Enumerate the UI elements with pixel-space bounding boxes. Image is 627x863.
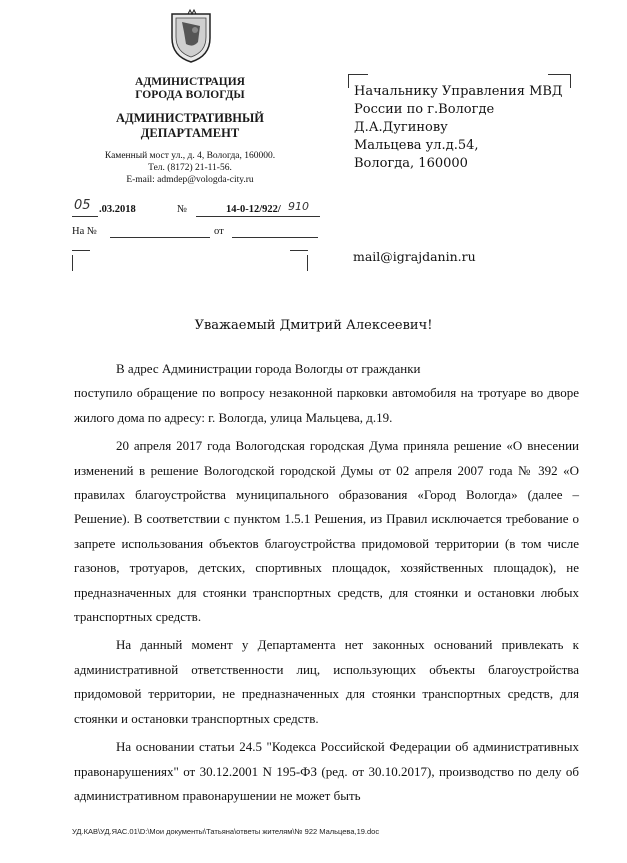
- from-label: от: [214, 226, 224, 237]
- sender-contacts: [60, 150, 320, 186]
- registration-line: [72, 198, 322, 218]
- date-day-handwritten: 05: [74, 198, 91, 213]
- dept-line-1: АДМИНИСТРАТИВНЫЙ: [115, 111, 265, 125]
- ref-label: На №: [72, 226, 97, 237]
- reference-line: [72, 226, 322, 240]
- org-line-1: АДМИНИСТРАЦИЯ: [135, 76, 245, 88]
- recipient-line: Вологда, 160000: [354, 156, 468, 171]
- recipient-line: Д.А.Дугинову: [354, 120, 448, 135]
- corner-mark: [72, 255, 73, 271]
- org-line-2: ГОРОДА ВОЛОГДЫ: [135, 89, 245, 101]
- paragraph-3: На данный момент у Департамента нет законных оснований привлекать к административной ответственности лиц, использующих объекты благоустройства придомовой территории, не предназначенных для стоянки транспортных средств, для стоянки и остановки транспортных средств.: [74, 637, 579, 726]
- sender-email: E-mail: admdep@vologda-city.ru: [126, 175, 254, 185]
- date-rest: .03.2018: [99, 204, 136, 215]
- letter-body: [74, 357, 579, 812]
- number-field: [196, 200, 320, 217]
- greeting: Уважаемый Дмитрий Алексеевич!: [194, 318, 433, 333]
- paragraph-2: 20 апреля 2017 года Вологодская городская Дума приняла решение «О внесении изменений в решение Вологодской городской Думы от 02 апреля 2007 года № 392 «О правилах благоустройства муниципального образования «Город Вологда» (далее – Решение). В соответствии с пунктом 1.5.1 Решения, из Правил исключается требование о запрете использования объектов благоустройства придомовой территории (в том числе газонов, тротуаров, детских, спортивных площадок, хозяйственных площадок), не предназначенных для стоянки транспортных средств, для стоянки и остановки любых транспортных средств.: [74, 438, 579, 625]
- file-path-footer: УД.КАВ\УД.ЯАС.01\D:\Мои документы\Татьяна\ответы жителям\№ 922 Мальцева,19.doc: [72, 827, 380, 836]
- date-day-field: [72, 198, 98, 217]
- corner-mark: [307, 255, 308, 271]
- recipient-line: Мальцева ул.д.54,: [354, 138, 479, 153]
- coat-of-arms-emblem: [168, 8, 214, 64]
- sender-phone: Тел. (8172) 21-11-56.: [148, 163, 232, 173]
- recipient-block: [354, 83, 563, 173]
- department-name: [60, 111, 320, 141]
- corner-mark: [348, 74, 368, 75]
- corner-mark: [348, 74, 349, 88]
- organization-name: [60, 76, 320, 102]
- number-handwritten: 910: [288, 200, 309, 213]
- ref-date-field: [232, 226, 318, 238]
- paragraph-1: В адрес Администрации города Вологды от гражданки: [116, 361, 421, 376]
- recipient-line: Начальнику Управления МВД: [354, 84, 563, 99]
- corner-mark: [72, 250, 90, 251]
- recipient-email: mail@igrajdanin.ru: [353, 249, 476, 264]
- recipient-line: России по г.Вологде: [354, 102, 495, 117]
- ref-number-field: [110, 226, 210, 238]
- paragraph-1-continued: поступило обращение по вопросу незаконной парковки автомобиля на тротуаре во дворе жилого дома по адресу: г. Вологда, улица Мальцева, д.19.: [74, 385, 579, 425]
- paragraph-4: На основании статьи 24.5 "Кодекса Российской Федерации об административных правонарушениях" от 30.12.2001 N 195-ФЗ (ред. от 30.10.2017), производство по делу об административном правонарушении не может быть: [74, 739, 579, 803]
- number-label: №: [177, 204, 188, 215]
- corner-mark: [548, 74, 570, 75]
- dept-line-2: ДЕПАРТАМЕНТ: [140, 126, 240, 140]
- sender-address: Каменный мост ул., д. 4, Вологда, 160000.: [104, 151, 276, 161]
- corner-mark: [290, 250, 308, 251]
- corner-mark: [570, 74, 571, 88]
- number-printed: 14-0-12/922/: [226, 204, 281, 215]
